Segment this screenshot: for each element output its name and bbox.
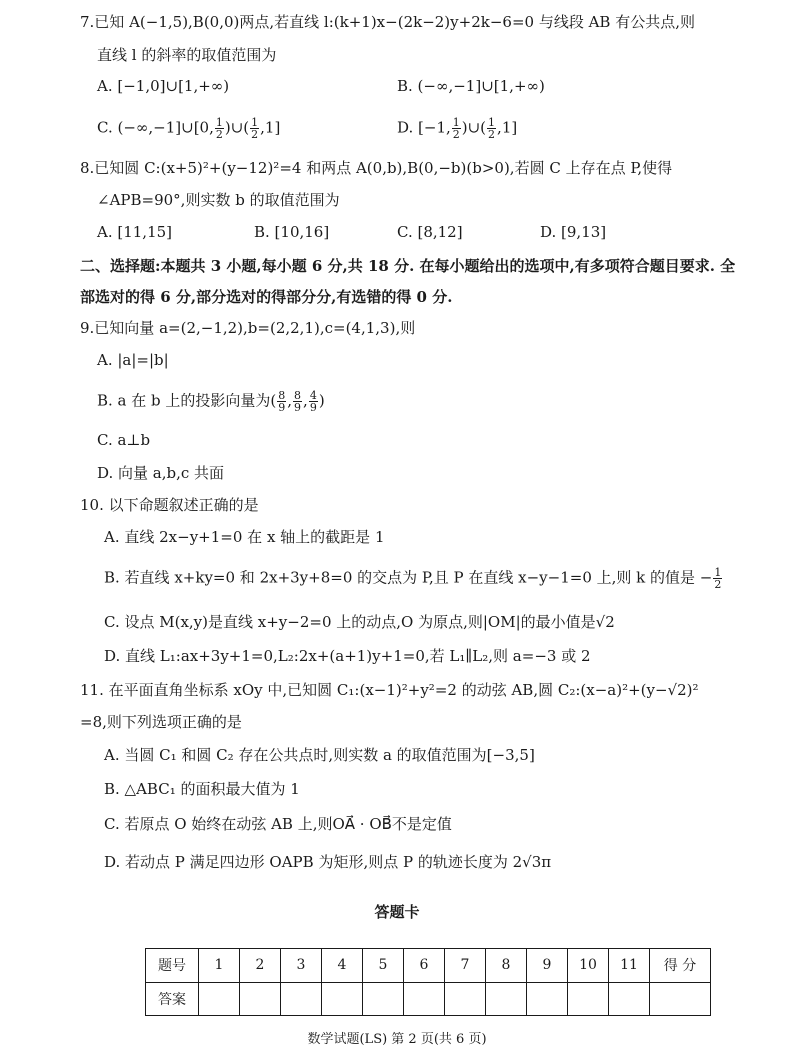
q9-option-c: C. a⊥b (97, 431, 151, 449)
question-number-cell: 2 (240, 949, 281, 983)
answer-cell[interactable] (486, 982, 527, 1016)
q11-stem-line1: 11. 在平面直角坐标系 xOy 中,已知圆 C₁:(x−1)²+y²=2 的动弦 AB,圆 C₂:(x−a)²+(y−√2)² (80, 681, 699, 699)
question-number-cell: 10 (568, 949, 609, 983)
answer-cell[interactable] (445, 982, 486, 1016)
row-header: 题号 (146, 949, 199, 983)
q7-stem-line2: 直线 l 的斜率的取值范围为 (97, 46, 277, 64)
q7-option-a: A. [−1,0]∪[1,+∞) (97, 77, 230, 95)
score-cell[interactable] (650, 982, 711, 1016)
question-number-cell: 11 (609, 949, 650, 983)
q9-stem: 9.已知向量 a=(2,−1,2),b=(2,2,1),c=(4,1,3),则 (80, 319, 416, 337)
q7-option-b: B. (−∞,−1]∪[1,+∞) (397, 77, 545, 95)
q9-option-a: A. |a|=|b| (97, 351, 169, 369)
q7-option-d: D. [−1, $\frac{1}{2}$ )∪( $\frac{1}{2}$ ,1] (397, 116, 518, 141)
question-number-cell: 1 (199, 949, 240, 983)
fraction: $\frac{4}{9}$ (309, 389, 317, 414)
fraction: $\frac{1}{2}$ (488, 116, 496, 141)
fraction: $\frac{8}{9}$ (294, 389, 302, 414)
q7-option-c: C. (−∞,−1]∪[0, $\frac{1}{2}$ )∪( $\frac{1}{2}$ ,1] (97, 116, 281, 141)
q10-option-d: D. 直线 L₁:ax+3y+1=0,L₂:2x+(a+1)y+1=0,若 L₁∥L₂,则 a=−3 或 2 (104, 647, 591, 665)
fraction: $\frac{1}{2}$ (714, 566, 722, 591)
fraction: $\frac{8}{9}$ (278, 389, 286, 414)
q8-option-a: A. [11,15] (97, 223, 173, 241)
q10-stem: 10. 以下命题叙述正确的是 (80, 496, 259, 514)
question-number-cell: 9 (527, 949, 568, 983)
answer-cell[interactable] (322, 982, 363, 1016)
q8-option-d: D. [9,13] (540, 223, 607, 241)
q7-stem-line1: 7.已知 A(−1,5),B(0,0)两点,若直线 l:(k+1)x−(2k−2)y+2k−6=0 与线段 AB 有公共点,则 (80, 13, 695, 31)
q10-option-b: B. 若直线 x+ky=0 和 2x+3y+8=0 的交点为 P,且 P 在直线 x−y−1=0 上,则 k 的值是 − $\frac{1}{2}$ (104, 566, 722, 591)
answer-card-title: 答题卡 (374, 903, 420, 921)
q8-stem-line2: ∠APB=90°,则实数 b 的取值范围为 (97, 191, 340, 209)
q9-option-d: D. 向量 a,b,c 共面 (97, 464, 225, 482)
page-footer: 数学试题(LS) 第 2 页(共 6 页) (307, 1032, 487, 1047)
q11-option-a: A. 当圆 C₁ 和圆 C₂ 存在公共点时,则实数 a 的取值范围为[−3,5] (104, 746, 535, 764)
question-number-cell: 4 (322, 949, 363, 983)
section2-instructions-line1: 二、选择题:本题共 3 小题,每小题 6 分,共 18 分. 在每小题给出的选项中,有多项符合题目要求. 全 (80, 257, 736, 275)
section2-instructions-line2: 部选对的得 6 分,部分选对的得部分分,有选错的得 0 分. (80, 288, 453, 306)
answer-card-table (145, 948, 711, 1016)
q10-option-a: A. 直线 2x−y+1=0 在 x 轴上的截距是 1 (104, 528, 385, 546)
q11-option-d: D. 若动点 P 满足四边形 OAPB 为矩形,则点 P 的轨迹长度为 2√3π (104, 853, 552, 871)
answer-cell[interactable] (281, 982, 322, 1016)
answer-cell[interactable] (363, 982, 404, 1016)
answer-card-answer-row (146, 982, 711, 1016)
answer-cell[interactable] (568, 982, 609, 1016)
score-header: 得 分 (650, 949, 711, 983)
question-number-cell: 7 (445, 949, 486, 983)
q8-option-b: B. [10,16] (254, 223, 330, 241)
answer-cell[interactable] (404, 982, 445, 1016)
q9-option-b: B. a 在 b 上的投影向量为( $\frac{8}{9}$ , $\frac{8}{9}$ , $\frac{4}{9}$ ) (97, 389, 325, 414)
fraction: $\frac{1}{2}$ (251, 116, 259, 141)
question-number-cell: 3 (281, 949, 322, 983)
answer-cell[interactable] (609, 982, 650, 1016)
q11-option-b: B. △ABC₁ 的面积最大值为 1 (104, 780, 300, 798)
row-header: 答案 (146, 982, 199, 1016)
answer-cell[interactable] (240, 982, 281, 1016)
q8-stem-line1: 8.已知圆 C:(x+5)²+(y−12)²=4 和两点 A(0,b),B(0,−b)(b>0),若圆 C 上存在点 P,使得 (80, 159, 673, 177)
answer-card-number-row (146, 949, 711, 983)
answer-cell[interactable] (199, 982, 240, 1016)
question-number-cell: 8 (486, 949, 527, 983)
answer-cell[interactable] (527, 982, 568, 1016)
question-number-cell: 6 (404, 949, 445, 983)
q11-option-c: C. 若原点 O 始终在动弦 AB 上,则OA⃗ · OB⃗不是定值 (104, 815, 452, 833)
q11-stem-line2: =8,则下列选项正确的是 (80, 713, 242, 731)
q10-option-c: C. 设点 M(x,y)是直线 x+y−2=0 上的动点,O 为原点,则|OM|的最小值是√2 (104, 613, 615, 631)
fraction: $\frac{1}{2}$ (452, 116, 460, 141)
fraction: $\frac{1}{2}$ (215, 116, 223, 141)
question-number-cell: 5 (363, 949, 404, 983)
q8-option-c: C. [8,12] (397, 223, 463, 241)
